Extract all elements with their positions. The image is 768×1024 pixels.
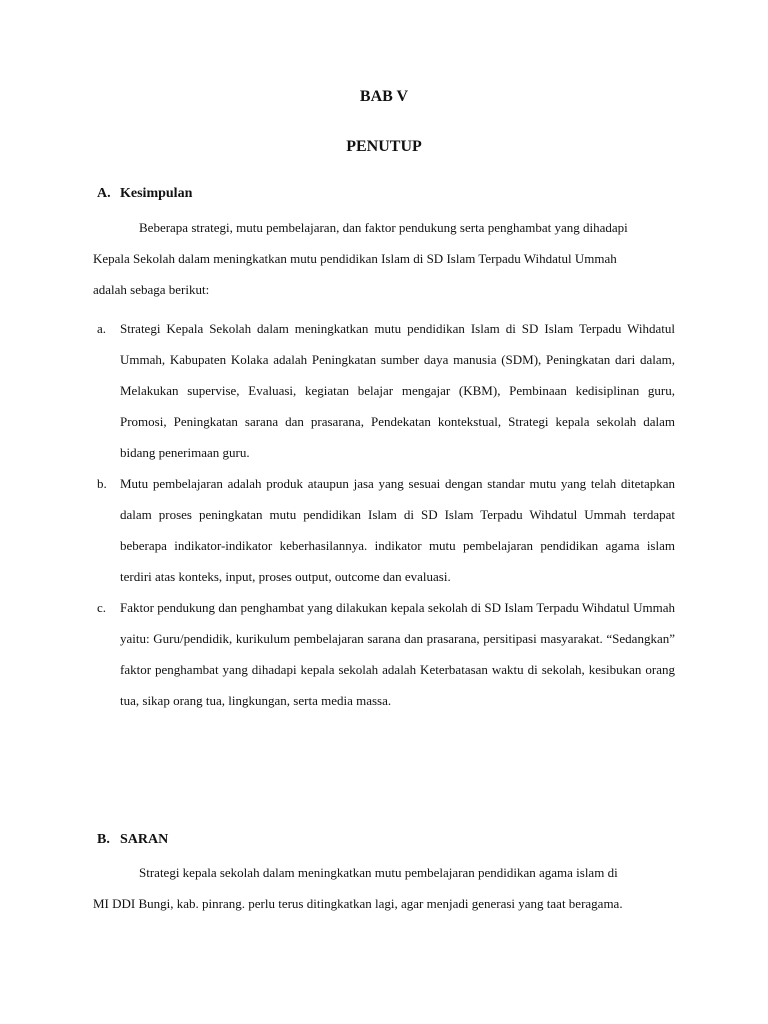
- section-b-letter: B.: [97, 832, 110, 847]
- list-item: [93, 313, 675, 468]
- intro-line: adalah sebaga berikut:: [93, 282, 210, 297]
- list-marker: a.: [97, 321, 107, 336]
- conclusion-list: [93, 313, 675, 716]
- section-a-heading: [97, 186, 192, 202]
- section-a-title: Kesimpulan: [120, 186, 193, 201]
- list-item-text: Strategi Kepala Sekolah dalam meningkatkan mutu pendidikan Islam di SD Islam Terpadu Wihdatul Ummah, Kabupaten Kolaka adalah Peningkatan sumber daya manusia (SDM), Peningkatan dari dalam, Melakukan supervise, Evaluasi, kegiatan belajar mengajar (KBM), Pembinaan kedisiplinan guru, Promosi, Peningkatan sarana dan prasarana, Pendekatan kontekstual, Strategi kepala sekolah dalam bidang penerimaan guru.: [120, 321, 675, 460]
- intro-line: Kepala Sekolah dalam meningkatkan mutu pendidikan Islam di SD Islam Terpadu Wihdatul Ummah: [93, 251, 617, 266]
- list-item: [93, 468, 675, 592]
- list-marker: c.: [97, 600, 107, 615]
- section-b-heading: [97, 832, 168, 848]
- intro-line: Beberapa strategi, mutu pembelajaran, dan faktor pendukung serta penghambat yang dihadapi: [139, 220, 628, 235]
- list-item: [93, 592, 675, 716]
- list-item-text: Mutu pembelajaran adalah produk ataupun jasa yang sesuai dengan standar mutu yang telah ditetapkan dalam proses peningkatan mutu pendidikan Islam di SD Islam Terpadu Wihdatul Ummah terdapat beberapa indikator-indikator keberhasilannya. indikator mutu pembelajaran pendidikan agama islam terdiri atas konteks, input, proses output, outcome dan evaluasi.: [120, 476, 675, 584]
- section-b-title: SARAN: [120, 832, 169, 847]
- suggestion-line: MI DDI Bungi, kab. pinrang. perlu terus ditingkatkan lagi, agar menjadi generasi yang taat beragama.: [93, 896, 623, 911]
- list-item-text: Faktor pendukung dan penghambat yang dilakukan kepala sekolah di SD Islam Terpadu Wihdatul Ummah yaitu: Guru/pendidik, kurikulum pembelajaran sarana dan prasarana, persitipasi masyarakat. “Sedangkan” faktor penghambat yang dihadapi kepala sekolah adalah Keterbatasan waktu di sekolah, kesibukan orang tua, sikap orang tua, lingkungan, serta media massa.: [120, 600, 675, 708]
- conclusion-intro: [93, 212, 675, 305]
- section-a-letter: A.: [97, 186, 111, 201]
- chapter-number: BAB V: [359, 88, 409, 105]
- suggestion-paragraph: [93, 857, 675, 919]
- chapter-title: PENUTUP: [346, 138, 422, 155]
- suggestion-line: Strategi kepala sekolah dalam meningkatkan mutu pembelajaran pendidikan agama islam di: [139, 865, 618, 880]
- list-marker: b.: [97, 476, 107, 491]
